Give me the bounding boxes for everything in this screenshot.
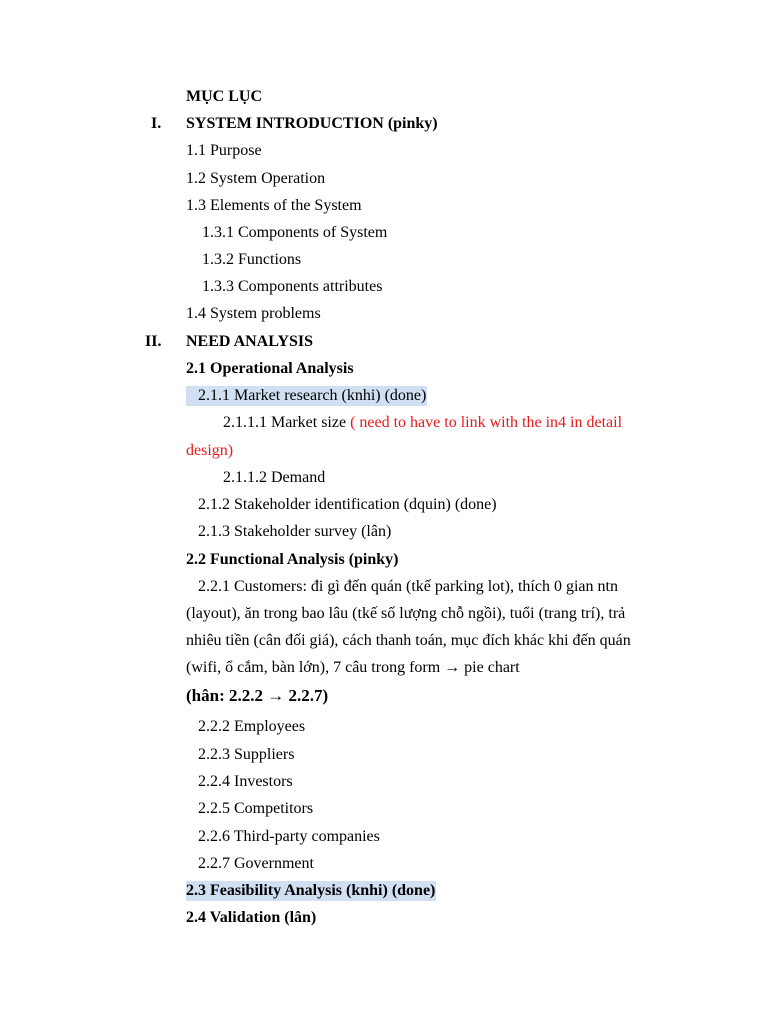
toc-item-1-4: 1.4 System problems xyxy=(186,305,321,322)
toc-item-2-2: 2.2 Functional Analysis (pinky) xyxy=(186,551,399,568)
toc-item-2-1-1-text: 2.1.1 Market research (knhi) (done) xyxy=(198,387,427,404)
toc-item-1-2: 1.2 System Operation xyxy=(186,170,326,187)
toc-item-2-2-4: 2.2.4 Investors xyxy=(198,773,293,790)
customers-line-1: 2.2.1 Customers: đi gì đến quán (tkế parking lot), thích 0 gian ntn xyxy=(198,578,618,595)
customers-line-3: nhiêu tiền (cân đối giá), cách thanh toán, mục đích khác khi đến quán xyxy=(186,632,631,649)
toc-item-2-1-2: 2.1.2 Stakeholder identification (dquin) (done) xyxy=(198,496,497,513)
market-size-note: ( need to have to link with the in4 in detail xyxy=(350,414,623,431)
toc-item-2-2-3: 2.2.3 Suppliers xyxy=(198,746,295,763)
section-2-number: II. xyxy=(145,333,162,350)
section-1-title: SYSTEM INTRODUCTION (pinky) xyxy=(186,115,438,132)
toc-item-1-3-1: 1.3.1 Components of System xyxy=(202,224,388,241)
toc-item-2-3: 2.3 Feasibility Analysis (knhi) (done) xyxy=(186,882,436,899)
toc-item-2-1-1 xyxy=(186,386,427,406)
customers-line-2: (layout), ăn trong bao lâu (tkế số lượng chỗ ngồi), tuổi (trang trí), trả xyxy=(186,605,626,622)
section-1-number: I. xyxy=(151,115,162,132)
toc-item-2-4: 2.4 Validation (lân) xyxy=(186,909,317,926)
customers-line-4: (wifi, ổ cắm, bàn lớn), 7 câu trong form → pie chart xyxy=(186,659,520,676)
toc-item-1-3: 1.3 Elements of the System xyxy=(186,197,362,214)
toc-item-2-1-3: 2.1.3 Stakeholder survey (lân) xyxy=(198,523,392,540)
toc-item-1-1: 1.1 Purpose xyxy=(186,142,262,159)
toc-item-2-2-2: 2.2.2 Employees xyxy=(198,718,306,735)
toc-item-2-1-1-1-label: 2.1.1.1 Market size xyxy=(223,414,351,431)
market-size-note-cont: design) xyxy=(186,442,234,459)
toc-item-2-1-1-2: 2.1.1.2 Demand xyxy=(223,469,326,486)
toc-title: MỤC LỤC xyxy=(186,88,262,105)
toc-item-2-2-6: 2.2.6 Third-party companies xyxy=(198,828,380,845)
section-2-title: NEED ANALYSIS xyxy=(186,333,314,350)
toc-item-2-1-1-1 xyxy=(223,413,622,433)
assignment-note: (hân: 2.2.2 → 2.2.7) xyxy=(186,686,329,705)
toc-item-1-3-2: 1.3.2 Functions xyxy=(202,251,302,268)
toc-item-1-3-3: 1.3.3 Components attributes xyxy=(202,278,383,295)
toc-item-2-1: 2.1 Operational Analysis xyxy=(186,360,354,377)
toc-item-2-2-5: 2.2.5 Competitors xyxy=(198,800,314,817)
toc-item-2-2-7: 2.2.7 Government xyxy=(198,855,314,872)
